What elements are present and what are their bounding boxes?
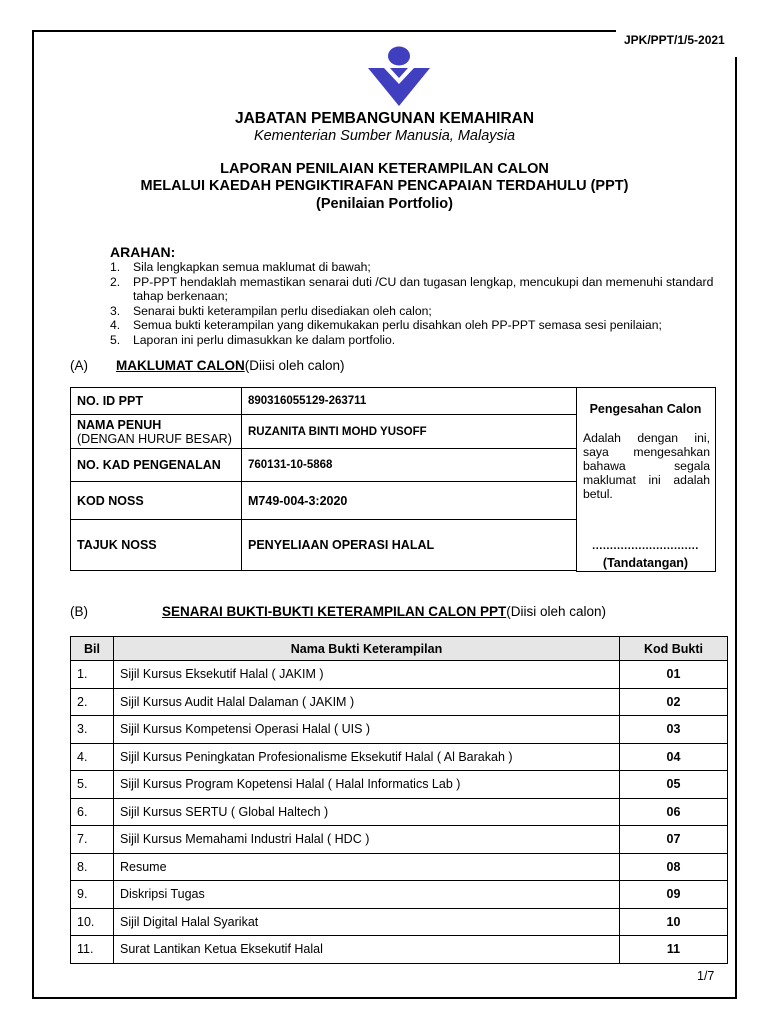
evidence-name: Sijil Kursus Program Kopetensi Halal ( Halal Informatics Lab ) <box>114 771 620 799</box>
report-title-line-3: (Penilaian Portfolio) <box>316 196 453 212</box>
evidence-code: 03 <box>620 716 728 744</box>
document-reference: JPK/PPT/1/5-2021 <box>624 33 725 47</box>
confirmation-title: Pengesahan Calon <box>589 402 702 416</box>
table-row <box>71 716 728 744</box>
row-number: 8. <box>71 853 114 881</box>
instruction-item: 2. PP-PPT hendaklah memastikan senarai duti /CU dan tugasan lengkap, mencukupi dan memenuhi standard tahap berkenaan; <box>110 274 714 303</box>
instructions-heading: ARAHAN: <box>110 244 176 260</box>
page-frame-right <box>735 57 737 999</box>
section-b-title: SENARAI BUKTI-BUKTI KETERAMPILAN CALON PPT <box>162 604 507 619</box>
field-label: NO. KAD PENGENALAN <box>71 449 242 482</box>
field-label: NO. ID PPT <box>71 388 242 415</box>
table-row <box>71 798 728 826</box>
evidence-code: 08 <box>620 853 728 881</box>
instruction-item: 1. Sila lengkapkan semua maklumat di bawah; <box>110 260 371 274</box>
row-number: 3. <box>71 716 114 744</box>
table-row <box>71 771 728 799</box>
field-label: TAJUK NOSS <box>71 520 242 571</box>
row-number: 11. <box>71 936 114 964</box>
evidence-name: Sijil Digital Halal Syarikat <box>114 908 620 936</box>
section-b-heading <box>70 604 730 619</box>
table-row <box>71 688 728 716</box>
instruction-item: 4. Semua bukti keterampilan yang dikemukakan perlu disahkan oleh PP-PPT semasa sesi penilaian; <box>110 318 662 332</box>
field-label: KOD NOSS <box>71 482 242 520</box>
section-b-note: (Diisi oleh calon) <box>506 604 607 619</box>
evidence-code: 02 <box>620 688 728 716</box>
signature-label: (Tandatangan) <box>602 556 689 570</box>
evidence-name: Resume <box>114 853 620 881</box>
signature-line: .............................. <box>592 540 699 552</box>
row-number: 1. <box>71 661 114 689</box>
table-row <box>71 449 577 482</box>
table-row <box>71 520 577 571</box>
evidence-code: 11 <box>620 936 728 964</box>
candidate-confirmation-box <box>576 387 716 572</box>
row-number: 2. <box>71 688 114 716</box>
jpk-logo-icon <box>368 44 430 106</box>
row-number: 6. <box>71 798 114 826</box>
evidence-name: Sijil Kursus SERTU ( Global Haltech ) <box>114 798 620 826</box>
evidence-name: Surat Lantikan Ketua Eksekutif Halal <box>114 936 620 964</box>
evidence-code: 05 <box>620 771 728 799</box>
evidence-code: 06 <box>620 798 728 826</box>
instructions-list <box>110 260 720 347</box>
section-a-title: MAKLUMAT CALON <box>116 358 245 373</box>
report-title-line-2: MELALUI KAEDAH PENGIKTIRAFAN PENCAPAIAN TERDAHULU (PPT) <box>140 178 629 194</box>
field-value: 760131-10-5868 <box>242 449 577 482</box>
ministry-name: Kementerian Sumber Manusia, Malaysia <box>253 128 516 144</box>
evidence-code: 07 <box>620 826 728 854</box>
evidence-name: Diskripsi Tugas <box>114 881 620 909</box>
evidence-code: 10 <box>620 908 728 936</box>
column-header-name: Nama Bukti Keterampilan <box>114 637 620 661</box>
table-row <box>71 826 728 854</box>
table-header-row <box>71 637 728 661</box>
field-label: NAMA PENUH (DENGAN HURUF BESAR) <box>71 415 242 449</box>
section-a-note: (Diisi oleh calon) <box>244 358 345 373</box>
section-a-letter: (A) <box>70 358 88 373</box>
column-header-kod: Kod Bukti <box>620 637 728 661</box>
confirmation-statement: Adalah dengan ini, saya mengesahkan bahawa segala maklumat ini adalah betul. <box>583 431 710 501</box>
candidate-info-table <box>70 387 577 571</box>
evidence-name: Sijil Kursus Memahami Industri Halal ( HDC ) <box>114 826 620 854</box>
section-a-heading <box>70 358 345 373</box>
evidence-name: Sijil Kursus Audit Halal Dalaman ( JAKIM ) <box>114 688 620 716</box>
instruction-item: 3. Senarai bukti keterampilan perlu disediakan oleh calon; <box>110 303 432 318</box>
report-title-line-1: LAPORAN PENILAIAN KETERAMPILAN CALON <box>220 161 549 177</box>
table-row <box>71 415 577 449</box>
instruction-item: 5. Laporan ini perlu dimasukkan ke dalam portfolio. <box>110 332 396 347</box>
column-header-bil: Bil <box>71 637 114 661</box>
evidence-name: Sijil Kursus Eksekutif Halal ( JAKIM ) <box>114 661 620 689</box>
table-row <box>71 743 728 771</box>
section-b-letter: (B) <box>70 604 88 619</box>
table-row <box>71 388 577 415</box>
row-number: 4. <box>71 743 114 771</box>
row-number: 9. <box>71 881 114 909</box>
evidence-list-table <box>70 636 728 964</box>
evidence-code: 09 <box>620 881 728 909</box>
page-frame-top <box>32 30 616 32</box>
page-frame-bottom <box>32 997 737 999</box>
table-row <box>71 661 728 689</box>
evidence-code: 04 <box>620 743 728 771</box>
agency-name: JABATAN PEMBANGUNAN KEMAHIRAN <box>234 110 535 127</box>
page-number: 1/7 <box>697 969 715 983</box>
evidence-code: 01 <box>620 661 728 689</box>
field-value: 890316055129-263711 <box>242 388 577 415</box>
row-number: 10. <box>71 908 114 936</box>
row-number: 5. <box>71 771 114 799</box>
evidence-name: Sijil Kursus Kompetensi Operasi Halal ( UIS ) <box>114 716 620 744</box>
field-value: PENYELIAAN OPERASI HALAL <box>242 520 577 571</box>
table-row <box>71 881 728 909</box>
field-value: RUZANITA BINTI MOHD YUSOFF <box>242 415 577 449</box>
field-value: M749-004-3:2020 <box>242 482 577 520</box>
table-row <box>71 482 577 520</box>
table-row <box>71 908 728 936</box>
table-row <box>71 936 728 964</box>
table-row <box>71 853 728 881</box>
row-number: 7. <box>71 826 114 854</box>
evidence-name: Sijil Kursus Peningkatan Profesionalisme Eksekutif Halal ( Al Barakah ) <box>114 743 620 771</box>
